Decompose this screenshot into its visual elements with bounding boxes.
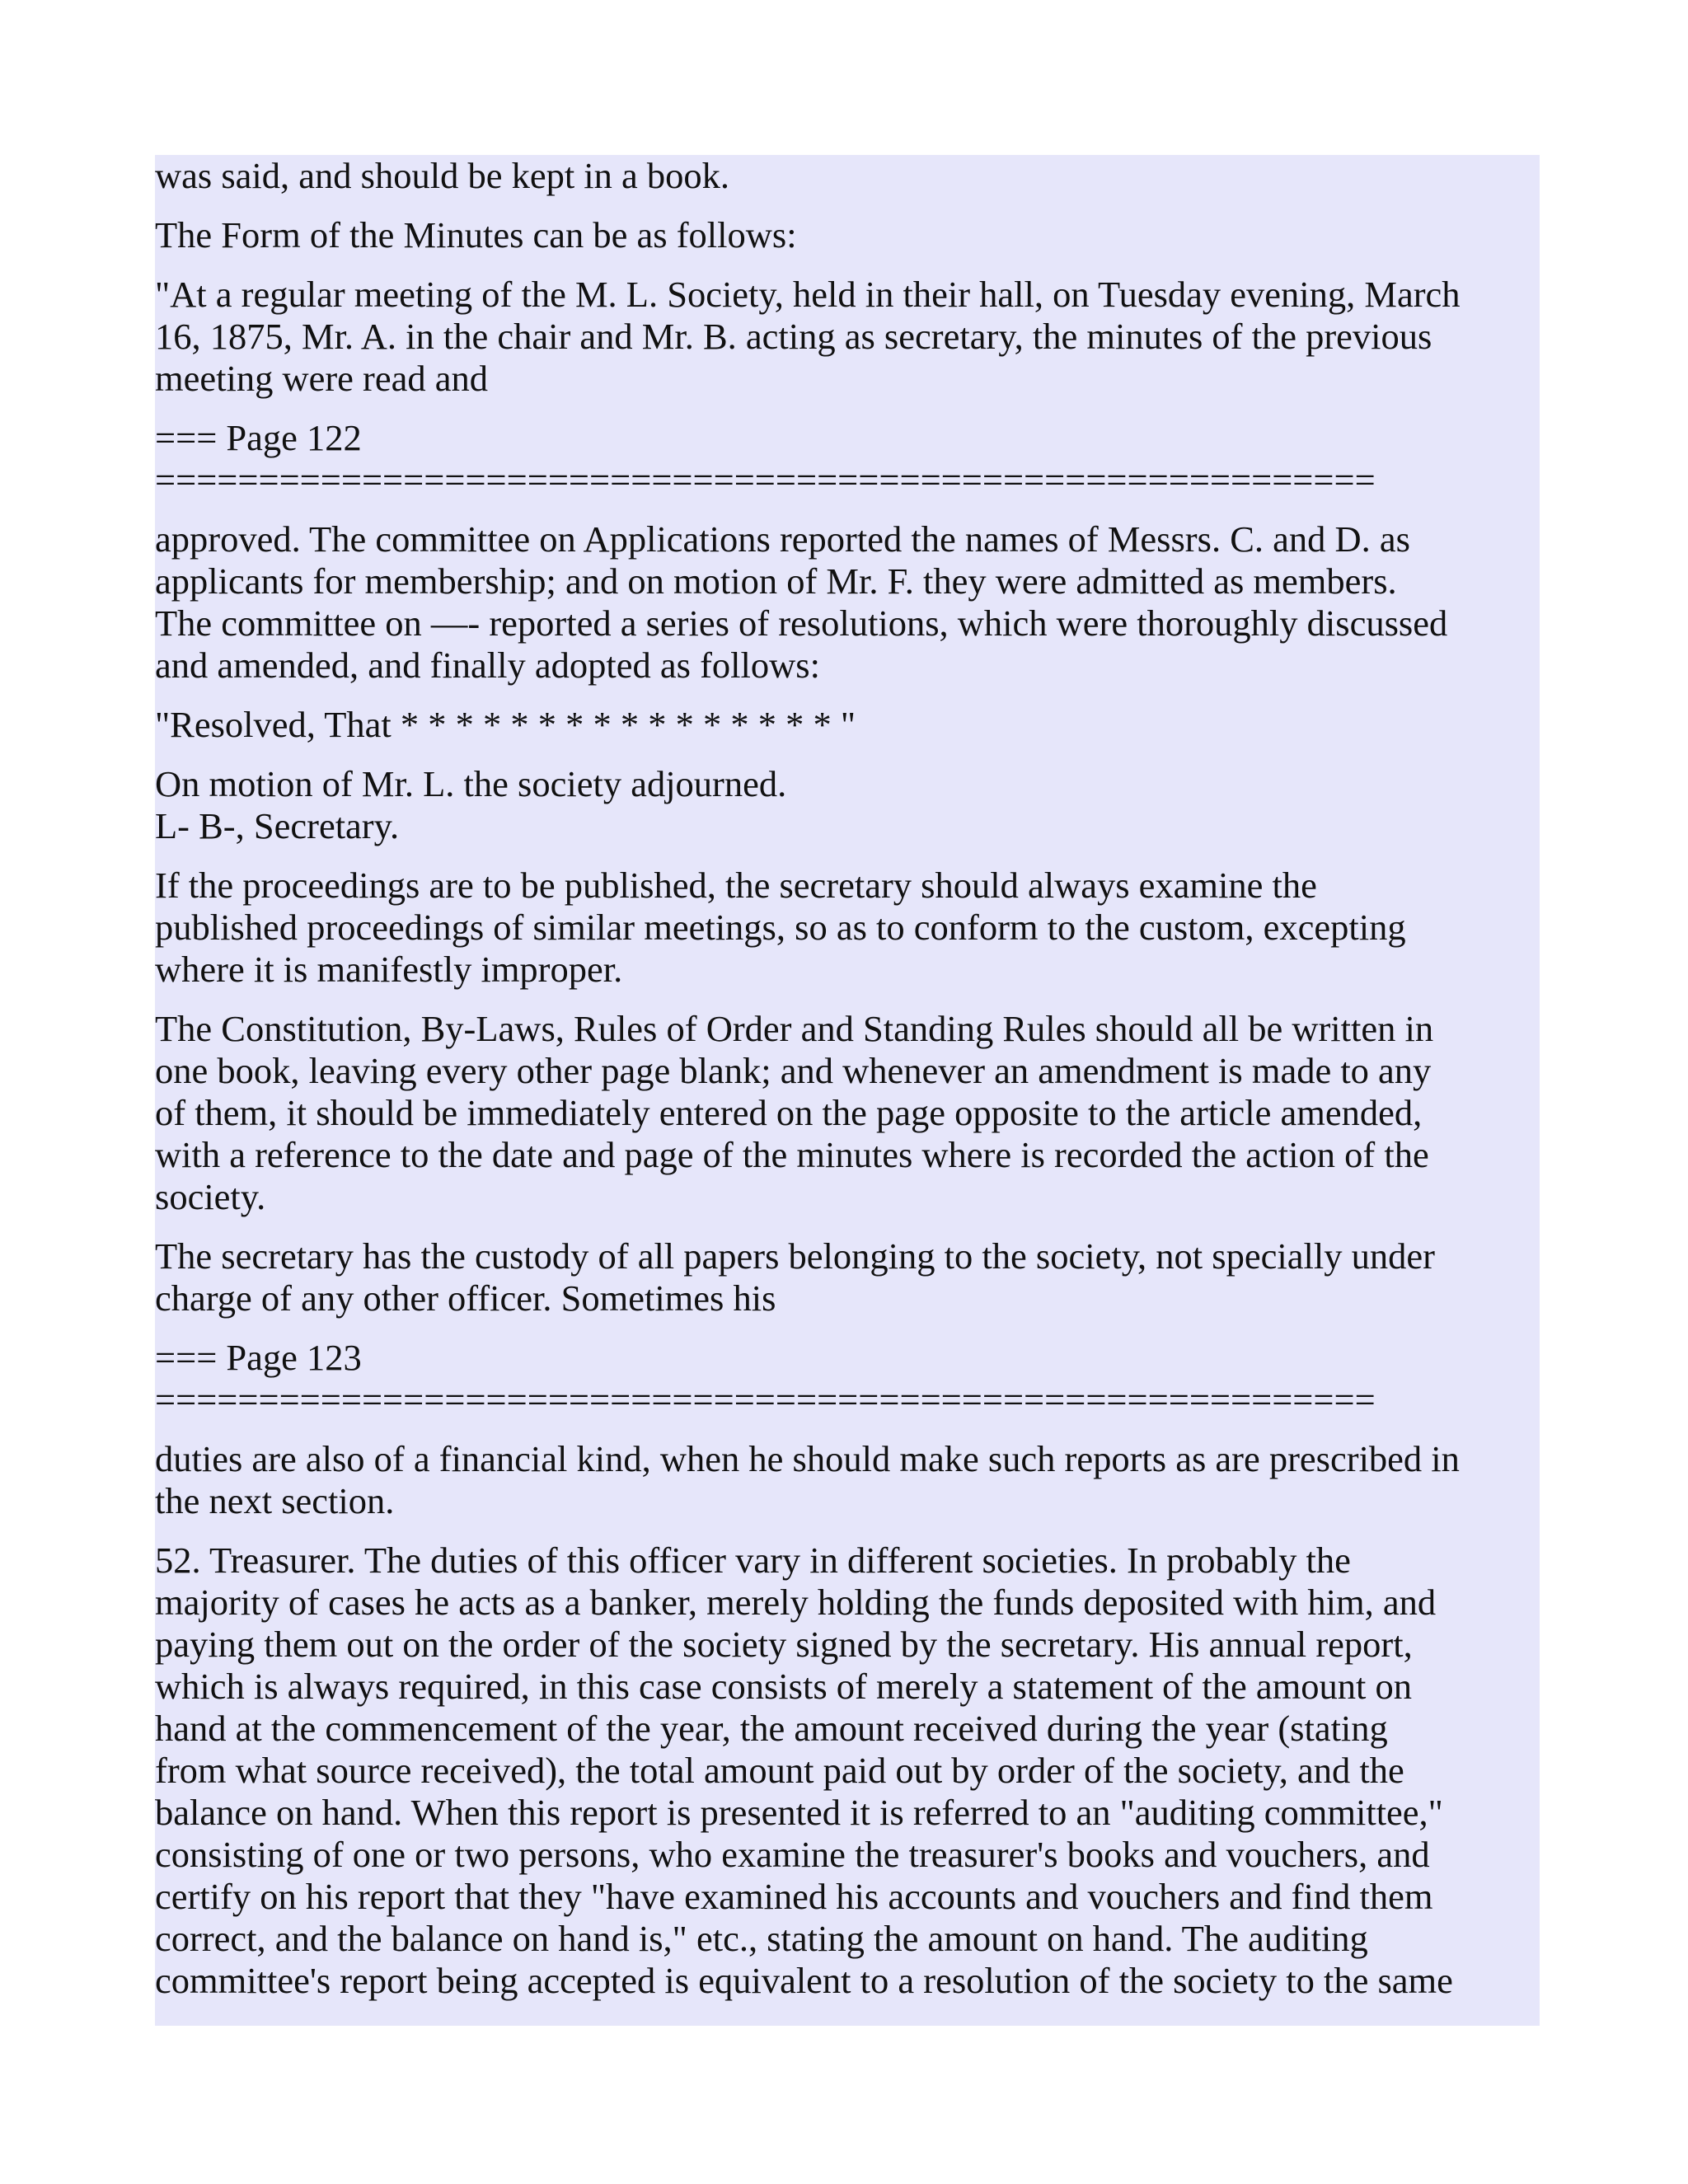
text-line: On motion of Mr. L. the society adjourned. [155,763,787,804]
text-line: approved. The committee on Applications reported the names of Messrs. C. and D. as [155,518,1410,560]
page-marker-label: === Page 123 [155,1337,362,1378]
paragraph-p1 [155,155,1540,197]
text-line: charge of any other officer. Sometimes his [155,1277,776,1319]
text-line: where it is manifestly improper. [155,949,623,990]
paragraph-p11 [155,1540,1540,2002]
page-divider: =========================================================== [155,1379,1376,1420]
text-line: society. [155,1176,266,1217]
text-line: correct, and the balance on hand is," etc., stating the amount on hand. The auditing [155,1918,1368,1959]
page-marker-label: === Page 122 [155,417,362,458]
text-line: balance on hand. When this report is presented it is referred to an "auditing committee," [155,1792,1443,1833]
text-line: one book, leaving every other page blank; and whenever an amendment is made to any [155,1050,1432,1091]
text-line: of them, it should be immediately entered on the page opposite to the article amended, [155,1092,1423,1133]
paragraph-p9 [155,1235,1540,1319]
text-line: from what source received), the total amount paid out by order of the society, and the [155,1750,1404,1791]
text-line: 16, 1875, Mr. A. in the chair and Mr. B. acting as secretary, the minutes of the previous [155,316,1432,357]
paragraph-p2 [155,214,1540,256]
text-line: The secretary has the custody of all papers belonging to the society, not specially under [155,1235,1435,1277]
text-line: The committee on —- reported a series of resolutions, which were thoroughly discussed [155,602,1448,644]
text-line: with a reference to the date and page of the minutes where is recorded the action of the [155,1134,1429,1175]
paragraph-p8 [155,1008,1540,1218]
text-line: The Form of the Minutes can be as follows: [155,214,797,255]
paragraph-p10 [155,1438,1540,1522]
text-line: duties are also of a financial kind, when he should make such reports as are prescribed in [155,1438,1460,1479]
paragraph-p7 [155,865,1540,991]
paragraph-p6 [155,763,1540,847]
page-marker-122 [155,417,1540,501]
text-line: L- B-, Secretary. [155,805,400,846]
text-line: If the proceedings are to be published, the secretary should always examine the [155,865,1317,906]
text-line: certify on his report that they "have examined his accounts and vouchers and find them [155,1876,1433,1917]
paragraph-p4 [155,518,1540,687]
text-line: majority of cases he acts as a banker, merely holding the funds deposited with him, and [155,1582,1437,1623]
text-line: meeting were read and [155,358,488,399]
text-line: 52. Treasurer. The duties of this officer vary in different societies. In probably the [155,1540,1351,1581]
text-line: was said, and should be kept in a book. [155,155,730,196]
text-line: which is always required, in this case consists of merely a statement of the amount on [155,1666,1412,1707]
paragraph-p3 [155,274,1540,400]
document-text-block [155,155,1540,2026]
paragraph-p5 [155,704,1540,746]
text-line: applicants for membership; and on motion of Mr. F. they were admitted as members. [155,560,1397,602]
text-line: "At a regular meeting of the M. L. Society, held in their hall, on Tuesday evening, March [155,274,1461,315]
text-line: The Constitution, By-Laws, Rules of Order and Standing Rules should all be written in [155,1008,1434,1049]
page-marker-123 [155,1337,1540,1421]
text-line: paying them out on the order of the society signed by the secretary. His annual report, [155,1624,1413,1665]
page-divider: =========================================================== [155,459,1376,500]
text-line: published proceedings of similar meetings, so as to conform to the custom, excepting [155,907,1406,948]
text-line: the next section. [155,1480,395,1521]
text-line: "Resolved, That * * * * * * * * * * * * * * * * " [155,704,856,745]
text-line: consisting of one or two persons, who examine the treasurer's books and vouchers, and [155,1834,1430,1875]
text-line: committee's report being accepted is equivalent to a resolution of the society to the same [155,1960,1453,2001]
text-line: and amended, and finally adopted as follows: [155,644,820,686]
text-line: hand at the commencement of the year, the amount received during the year (stating [155,1708,1388,1749]
